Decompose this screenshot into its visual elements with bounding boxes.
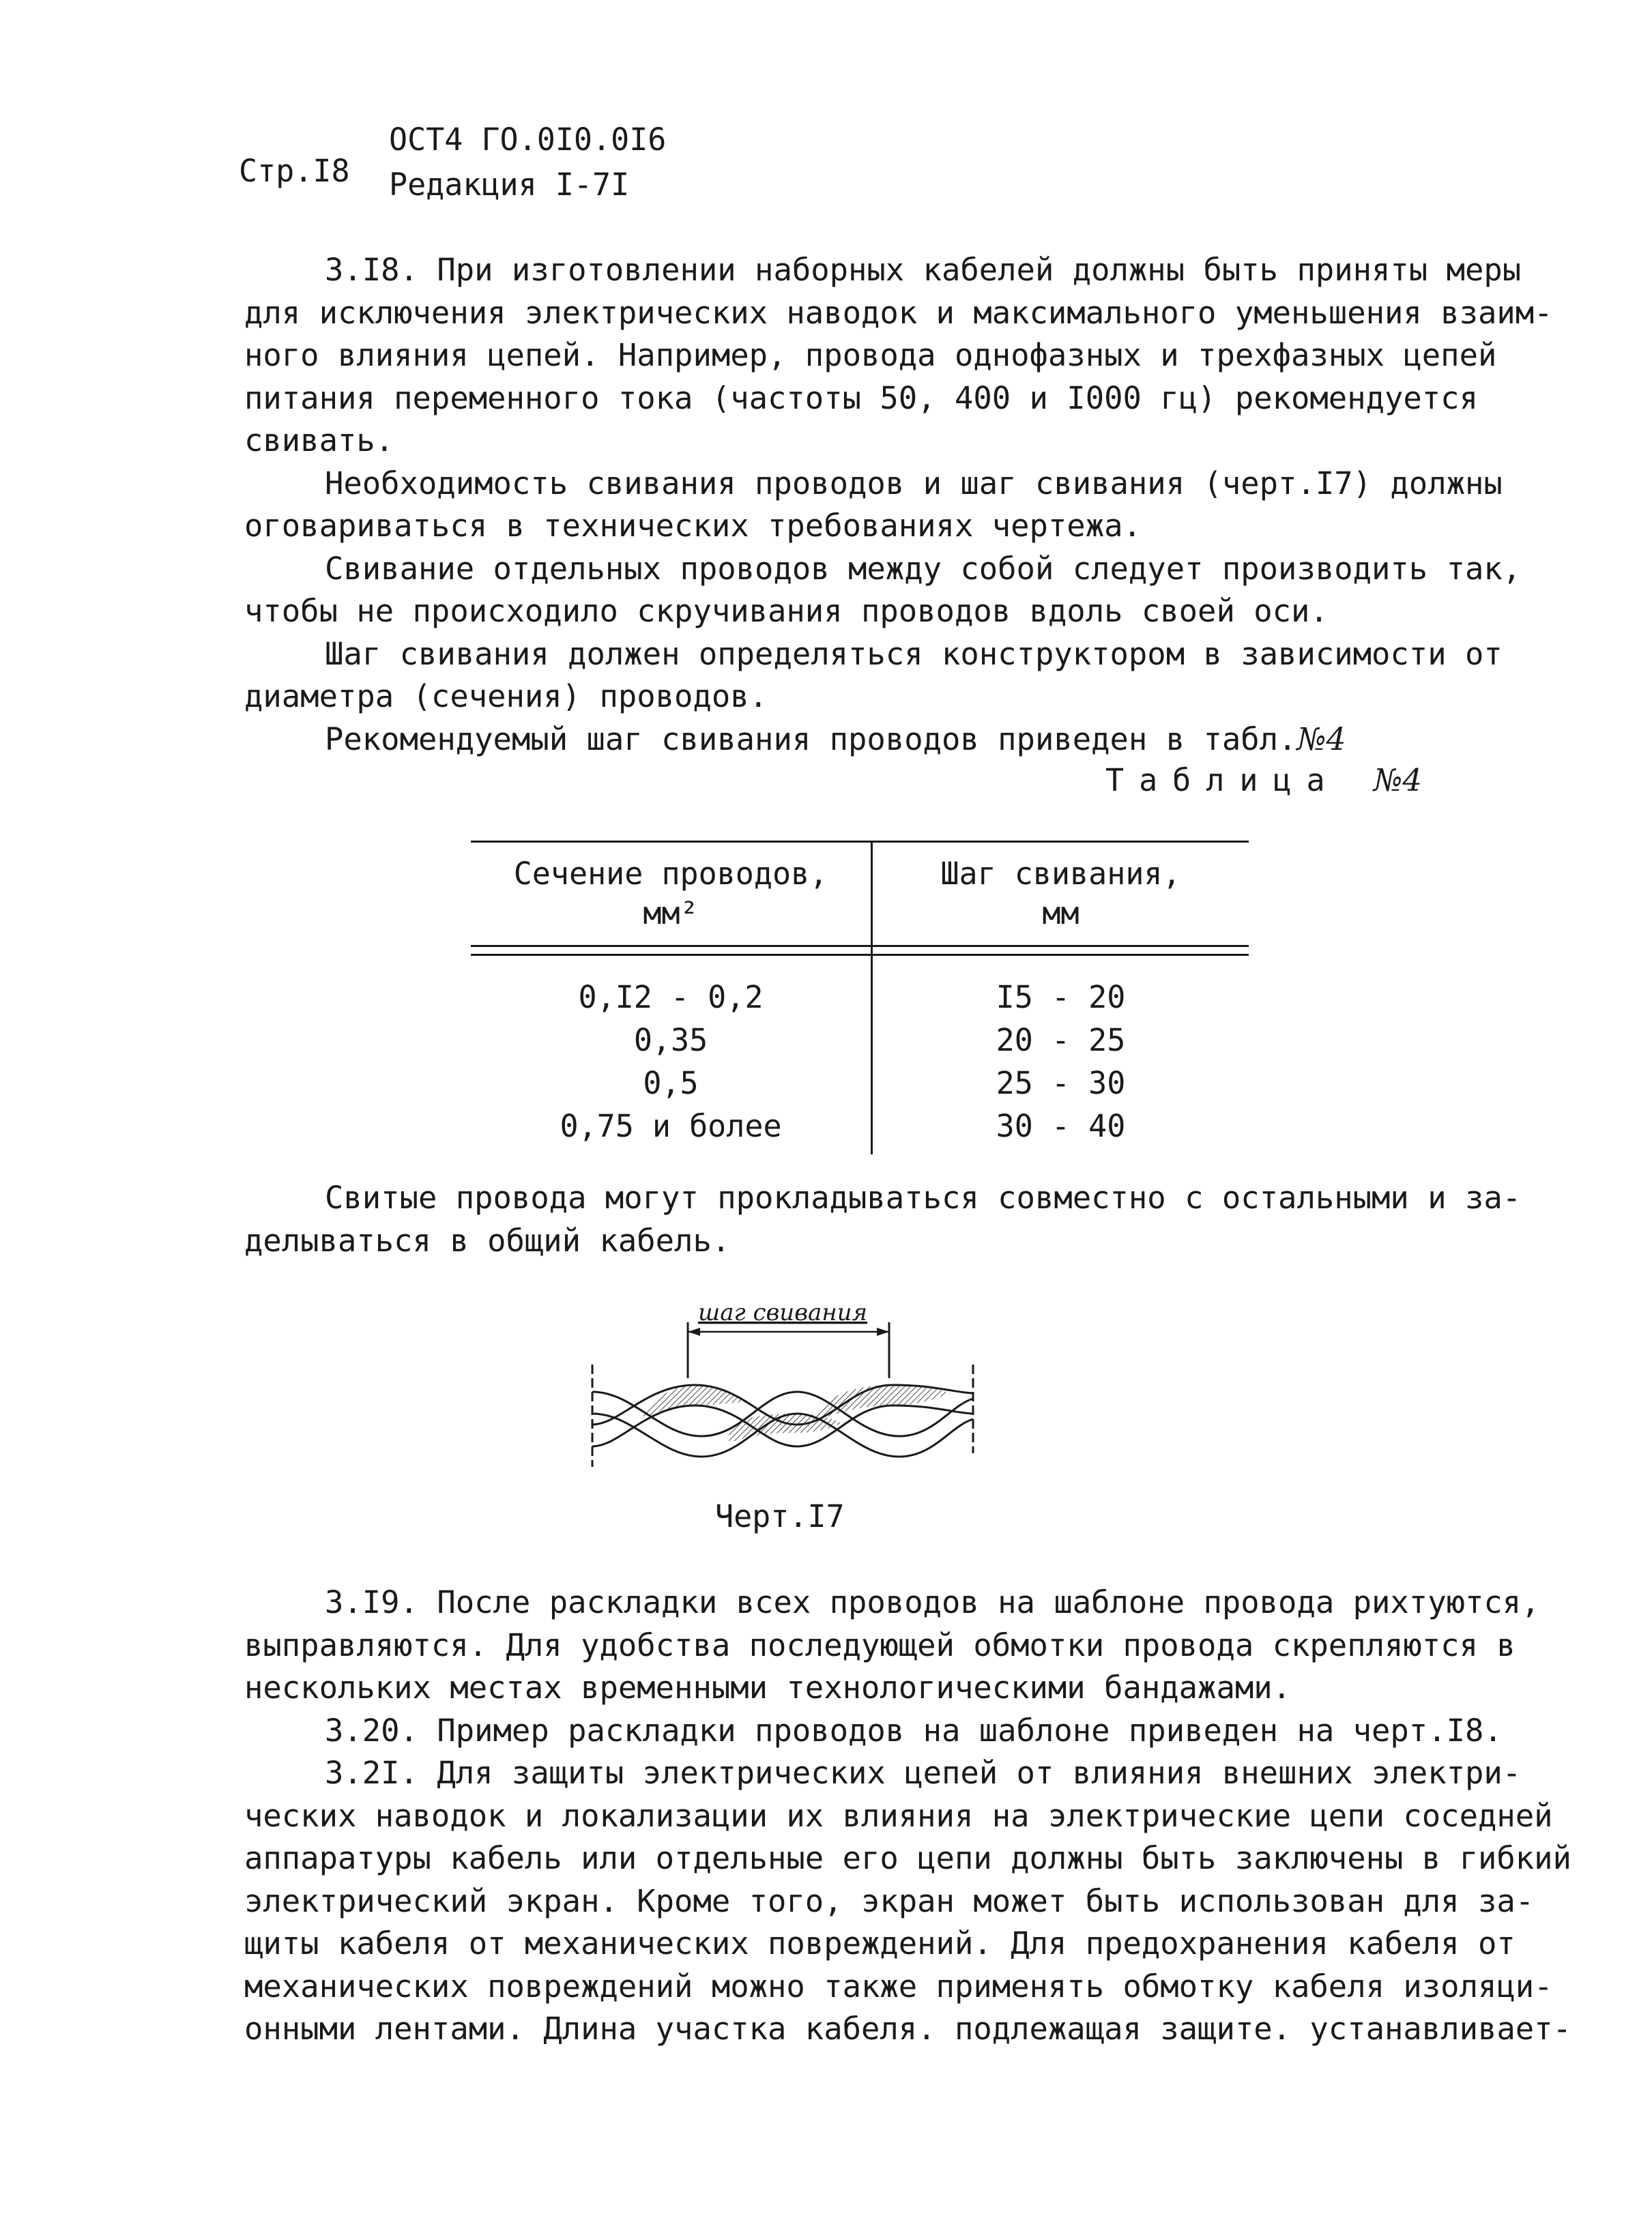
text-line: диаметра (сечения) проводов. (244, 678, 768, 714)
table-cell: 0,5 (643, 1065, 699, 1101)
document-code: ОСТ4 ГО.0I0.0I6 (389, 121, 667, 158)
table-rule (471, 945, 1249, 947)
table-rule (471, 841, 1249, 843)
table-cell: 0,I2 - 0,2 (578, 979, 764, 1015)
table-caption-label: Таблица (1105, 762, 1340, 798)
text-line: 3.20. Пример раскладки проводов на шаблоне приведен на черт.I8. (325, 1712, 1503, 1749)
twisted-pair-figure (579, 1289, 981, 1474)
text-line: нескольких местах временными технологическими бандажами. (244, 1670, 1292, 1706)
dimension-marker (688, 1322, 889, 1378)
text-line: механических повреждений можно также применять обмотку кабеля изоляци- (244, 1968, 1553, 2004)
dimension-label: шаг свивания (698, 1299, 868, 1326)
text-line: ческих наводок и локализации их влияния на электрические цепи соседней (244, 1797, 1553, 1834)
document-revision: Редакция I-7I (389, 166, 630, 203)
section-3-18 (244, 249, 1553, 761)
column-header-cross-section: Сечение проводов, (513, 856, 828, 892)
twisted-wires-note (244, 1177, 1522, 1262)
text-line: питания переменного тока (частоты 50, 400 и I000 гц) рекомендуется (244, 379, 1478, 416)
table-cell: 0,75 и более (560, 1108, 782, 1144)
figure-caption: Черт.I7 (715, 1498, 845, 1534)
table-cell: 0,35 (633, 1022, 708, 1058)
text-line: аппаратуры кабель или отдельные его цепи должны быть заключены в гибкий (244, 1840, 1571, 1876)
text-line: Шаг свивания должен определяться конструктором в зависимости от (325, 635, 1503, 672)
text-line: делываться в общий кабель. (244, 1222, 731, 1259)
text-line: свивать. (244, 422, 394, 458)
text-line: 3.I8. При изготовлении наборных кабелей должны быть приняты меры (325, 252, 1522, 288)
table-rule (471, 954, 1249, 956)
text-line: 3.I9. После раскладки всех проводов на шаблоне провода рихтуются, (325, 1584, 1540, 1620)
table-caption (1105, 762, 1422, 798)
table-cell: 30 - 40 (996, 1108, 1126, 1144)
table-cell: I5 - 20 (996, 979, 1126, 1015)
table-cell: 25 - 30 (996, 1065, 1126, 1101)
text-line: чтобы не происходило скручивания проводов вдоль своей оси. (244, 593, 1329, 629)
handwritten-table-number: №4 (1373, 762, 1422, 798)
section-3-19-3-21 (244, 1581, 1571, 2051)
handwritten-table-number: №4 (1296, 720, 1346, 757)
text-line: выправляются. Для удобства последующей обмотки провода скрепляются в (244, 1627, 1516, 1663)
text-line: Необходимость свивания проводов и шаг свивания (черт.I7) должны (325, 465, 1503, 501)
table-reference-text: Рекомендуемый шаг свивания проводов приведен в табл. (325, 720, 1297, 757)
text-line: онными лентами. Длина участка кабеля. подлежащая защите. устанавливает- (244, 2011, 1571, 2047)
text-line: оговариваться в технических требованиях чертежа. (244, 508, 1142, 544)
column-header-twist-pitch-unit: мм (1042, 895, 1079, 931)
text-line (244, 718, 1418, 761)
column-header-cross-section-unit: мм² (643, 895, 699, 931)
text-line: ного влияния цепей. Например, провода однофазных и трехфазных цепей (244, 337, 1497, 373)
text-line: 3.2I. Для защиты электрических цепей от влияния внешних электри- (325, 1755, 1522, 1791)
text-line: электрический экран. Кроме того, экран может быть использован для за- (244, 1882, 1535, 1919)
table-cell: 20 - 25 (996, 1022, 1126, 1058)
page-number: Стр.I8 (239, 153, 350, 189)
text-line: Свивание отдельных проводов между собой следует производить так, (325, 550, 1522, 587)
text-line: щиты кабеля от механических повреждений. Для предохранения кабеля от (244, 1925, 1516, 1962)
twist-pitch-table (471, 841, 1249, 1154)
column-header-twist-pitch: Шаг свивания, (940, 856, 1181, 892)
text-line: Свитые провода могут прокладываться совместно с остальными и за- (325, 1180, 1522, 1216)
text-line: для исключения электрических наводок и максимального уменьшения взаим- (244, 294, 1553, 331)
